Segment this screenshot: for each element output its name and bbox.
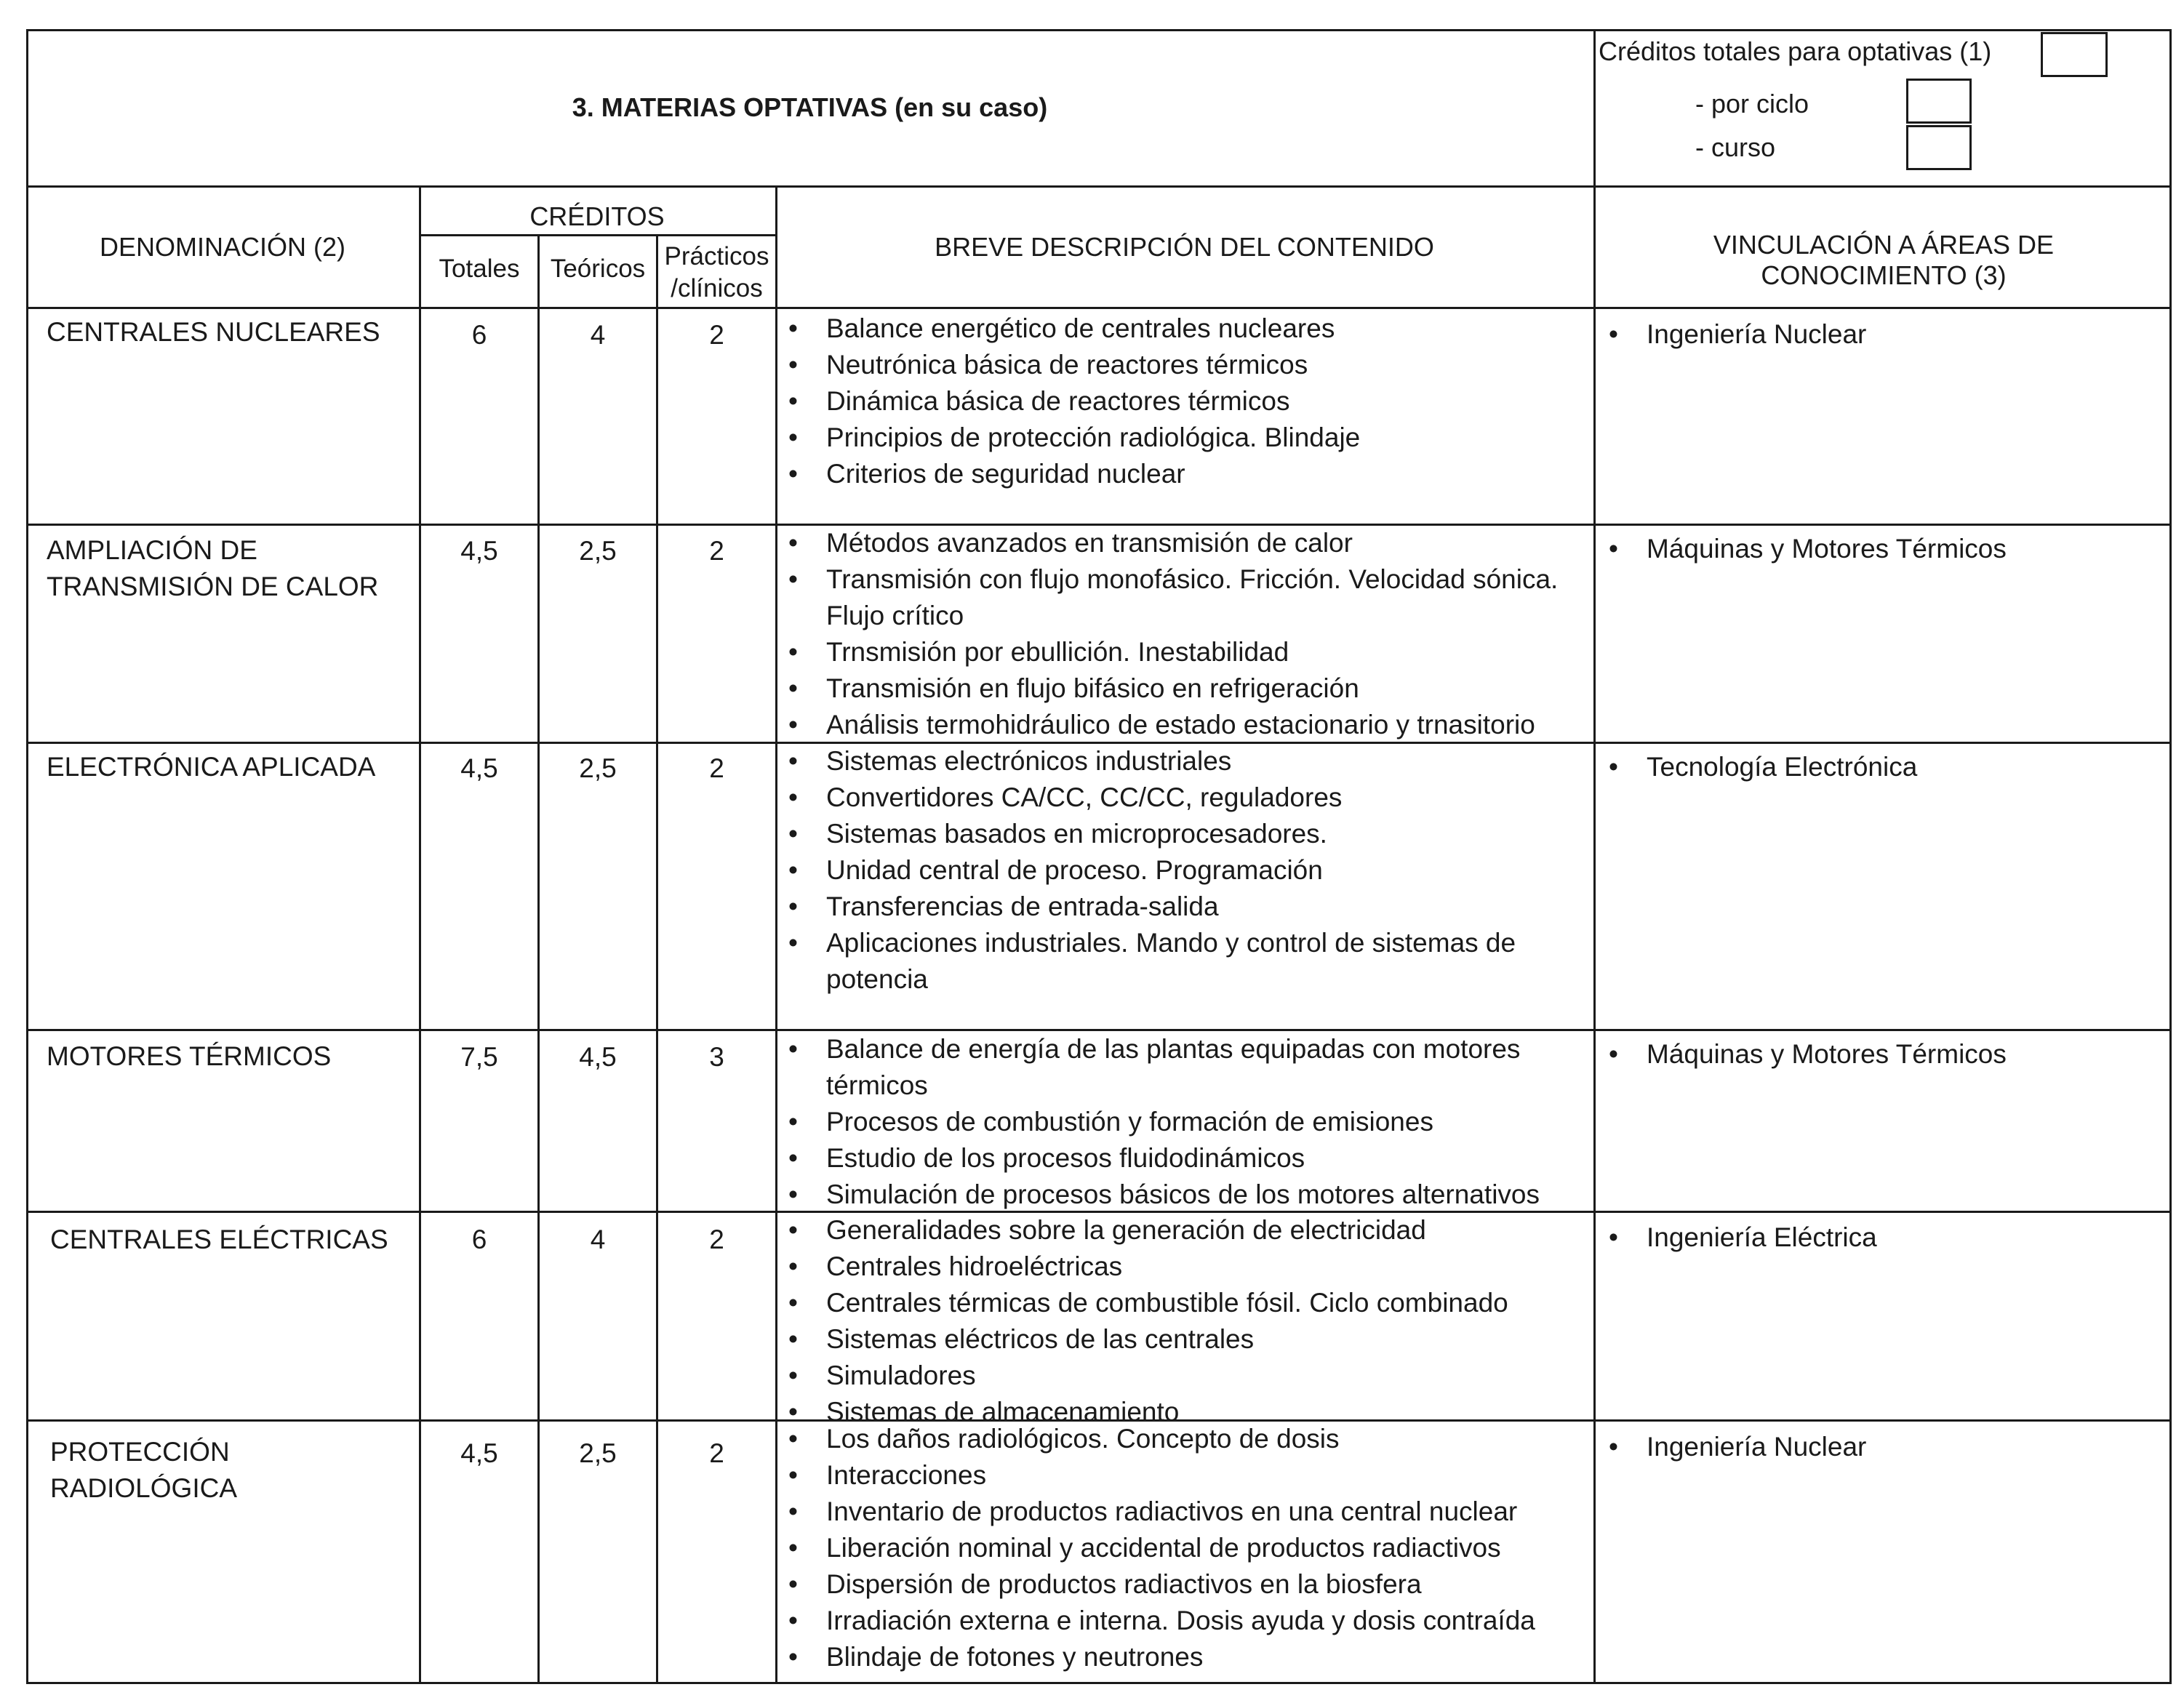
content-item: • Balance de energía de las plantas equipadas con motores térmicos xyxy=(783,1031,1586,1104)
content-item: • Unidad central de proceso. Programación xyxy=(783,852,1586,889)
course-box[interactable] xyxy=(1906,125,1972,170)
credits-teoricos: 2,5 xyxy=(579,1438,617,1468)
column-header-credits: CRÉDITOS xyxy=(529,201,665,231)
credits-totales: 6 xyxy=(471,320,487,350)
column-header-practicos xyxy=(658,239,775,307)
column-rule-description xyxy=(1593,185,1596,1684)
subject-name: CENTRALES ELÉCTRICAS xyxy=(50,1225,388,1254)
header-bottom-rule xyxy=(26,307,2172,309)
subject-name: MOTORES TÉRMICOS xyxy=(47,1041,332,1071)
content-list xyxy=(783,310,1586,492)
content-item: • Criterios de seguridad nuclear xyxy=(783,456,1586,492)
knowledge-area-list xyxy=(1603,531,2163,567)
content-item: • Liberación nominal y accidental de productos radiactivos xyxy=(783,1530,1586,1566)
column-header-areas-line2: CONOCIMIENTO (3) xyxy=(1761,260,2007,290)
table-row-name xyxy=(47,532,410,605)
knowledge-area: • Máquinas y Motores Térmicos xyxy=(1603,1036,2163,1073)
credits-practicos: 3 xyxy=(709,1042,724,1072)
knowledge-area-list xyxy=(1603,1036,2163,1073)
content-item: • Aplicaciones industriales. Mando y control de sistemas de potencia xyxy=(783,925,1586,998)
content-item: • Convertidores CA/CC, CC/CC, reguladores xyxy=(783,780,1586,816)
table-row-name xyxy=(47,314,410,350)
credits-practicos: 2 xyxy=(709,753,724,783)
knowledge-area: • Ingeniería Eléctrica xyxy=(1603,1219,2163,1256)
content-item: • Centrales hidroeléctricas xyxy=(783,1249,1586,1285)
content-item: • Procesos de combustión y formación de emisiones xyxy=(783,1104,1586,1140)
column-header-practicos-line1: Prácticos xyxy=(664,242,769,271)
content-item: • Transmisión en flujo bifásico en refrigeración xyxy=(783,670,1586,707)
credits-practicos: 2 xyxy=(709,536,724,566)
column-header-name: DENOMINACIÓN (2) xyxy=(99,232,345,262)
credits-practicos: 2 xyxy=(709,1438,724,1468)
knowledge-area-list xyxy=(1603,749,2163,785)
content-item: • Estudio de los procesos fluidodinámicos xyxy=(783,1140,1586,1177)
credits-teoricos: 2,5 xyxy=(579,753,617,783)
content-item: • Generalidades sobre la generación de electricidad xyxy=(783,1212,1586,1249)
content-item: • Sistemas electrónicos industriales xyxy=(783,743,1586,780)
knowledge-area-list xyxy=(1603,316,2163,353)
credits-practicos: 2 xyxy=(709,1225,724,1254)
knowledge-area: • Ingeniería Nuclear xyxy=(1603,1429,2163,1465)
content-list xyxy=(783,743,1586,998)
content-list xyxy=(783,1212,1586,1430)
subject-name: ELECTRÓNICA APLICADA xyxy=(47,752,376,782)
content-item: • Neutrónica básica de reactores térmicos xyxy=(783,347,1586,383)
content-item: • Sistemas eléctricos de las centrales xyxy=(783,1321,1586,1358)
credits-totales: 7,5 xyxy=(460,1042,498,1072)
content-item: • Trnsmisión por ebullición. Inestabilidad xyxy=(783,634,1586,670)
knowledge-area-list xyxy=(1603,1429,2163,1465)
credits-teoricos: 4,5 xyxy=(579,1042,617,1072)
content-item: • Transmisión con flujo monofásico. Fricción. Velocidad sónica. Flujo crítico xyxy=(783,561,1586,634)
content-item: • Dispersión de productos radiactivos en la biosfera xyxy=(783,1566,1586,1603)
credits-teoricos: 4 xyxy=(590,1225,606,1254)
table-row-name xyxy=(47,749,410,785)
subject-name: CENTRALES NUCLEARES xyxy=(47,317,380,347)
content-list xyxy=(783,1031,1586,1213)
content-item: • Sistemas basados en microprocesadores. xyxy=(783,816,1586,852)
knowledge-area: • Tecnología Electrónica xyxy=(1603,749,2163,785)
content-item: • Balance energético de centrales nucleares xyxy=(783,310,1586,347)
credits-totales: 6 xyxy=(471,1225,487,1254)
content-item: • Irradiación externa e interna. Dosis ayuda y dosis contraída xyxy=(783,1603,1586,1639)
per-cycle-label: - por ciclo xyxy=(1695,89,1809,119)
content-item: • Blindaje de fotones y neutrones xyxy=(783,1639,1586,1675)
content-item: • Inventario de productos radiactivos en una central nuclear xyxy=(783,1494,1586,1530)
subject-name-line1: AMPLIACIÓN DE xyxy=(47,535,257,565)
content-item: • Los daños radiológicos. Concepto de dosis xyxy=(783,1421,1586,1457)
content-item: • Métodos avanzados en transmisión de calor xyxy=(783,525,1586,561)
content-item: • Sistemas de almacenamiento xyxy=(783,1394,1586,1430)
column-header-areas-line1: VINCULACIÓN A ÁREAS DE xyxy=(1713,230,2055,260)
column-header-practicos-line2: /clínicos xyxy=(671,274,763,302)
table-row-name xyxy=(50,1222,414,1258)
column-header-totales: Totales xyxy=(439,255,520,283)
column-rule-practicos xyxy=(775,185,777,1684)
subject-name-line1: PROTECCIÓN xyxy=(50,1437,230,1467)
column-header-description: BREVE DESCRIPCIÓN DEL CONTENIDO xyxy=(935,232,1434,262)
credits-teoricos: 4 xyxy=(590,320,606,350)
column-header-areas xyxy=(1596,220,2172,301)
content-item: • Simuladores xyxy=(783,1358,1586,1394)
total-credits-label: Créditos totales para optativas (1) xyxy=(1599,36,1992,66)
table-row-name xyxy=(50,1434,414,1507)
knowledge-area: • Ingeniería Nuclear xyxy=(1603,316,2163,353)
content-item: • Interacciones xyxy=(783,1457,1586,1494)
content-item: • Dinámica básica de reactores térmicos xyxy=(783,383,1586,420)
page-title: 3. MATERIAS OPTATIVAS (en su caso) xyxy=(572,92,1048,122)
knowledge-area-list xyxy=(1603,1219,2163,1256)
table-row-name xyxy=(47,1038,410,1075)
knowledge-area: • Máquinas y Motores Térmicos xyxy=(1603,531,2163,567)
content-item: • Análisis termohidráulico de estado estacionario y trnasitorio xyxy=(783,707,1586,743)
per-cycle-box[interactable] xyxy=(1906,79,1972,124)
content-item: • Simulación de procesos básicos de los motores alternativos xyxy=(783,1177,1586,1213)
content-list xyxy=(783,1421,1586,1675)
subject-name-line2: RADIOLÓGICA xyxy=(50,1473,237,1503)
content-item: • Centrales térmicas de combustible fósil. Ciclo combinado xyxy=(783,1285,1586,1321)
credits-totales: 4,5 xyxy=(460,1438,498,1468)
optional-subjects-form xyxy=(26,29,2172,1684)
subject-name-line2: TRANSMISIÓN DE CALOR xyxy=(47,572,379,601)
course-label: - curso xyxy=(1695,132,1776,162)
title-divider xyxy=(1593,29,1596,185)
credits-teoricos: 2,5 xyxy=(579,536,617,566)
credits-practicos: 2 xyxy=(709,320,724,350)
column-header-teoricos: Teóricos xyxy=(550,255,646,283)
content-item: • Transferencias de entrada-salida xyxy=(783,889,1586,925)
credits-totales: 4,5 xyxy=(460,536,498,566)
content-list xyxy=(783,525,1586,743)
total-credits-box[interactable] xyxy=(2041,32,2108,77)
credits-totales: 4,5 xyxy=(460,753,498,783)
content-item: • Principios de protección radiológica. Blindaje xyxy=(783,420,1586,456)
